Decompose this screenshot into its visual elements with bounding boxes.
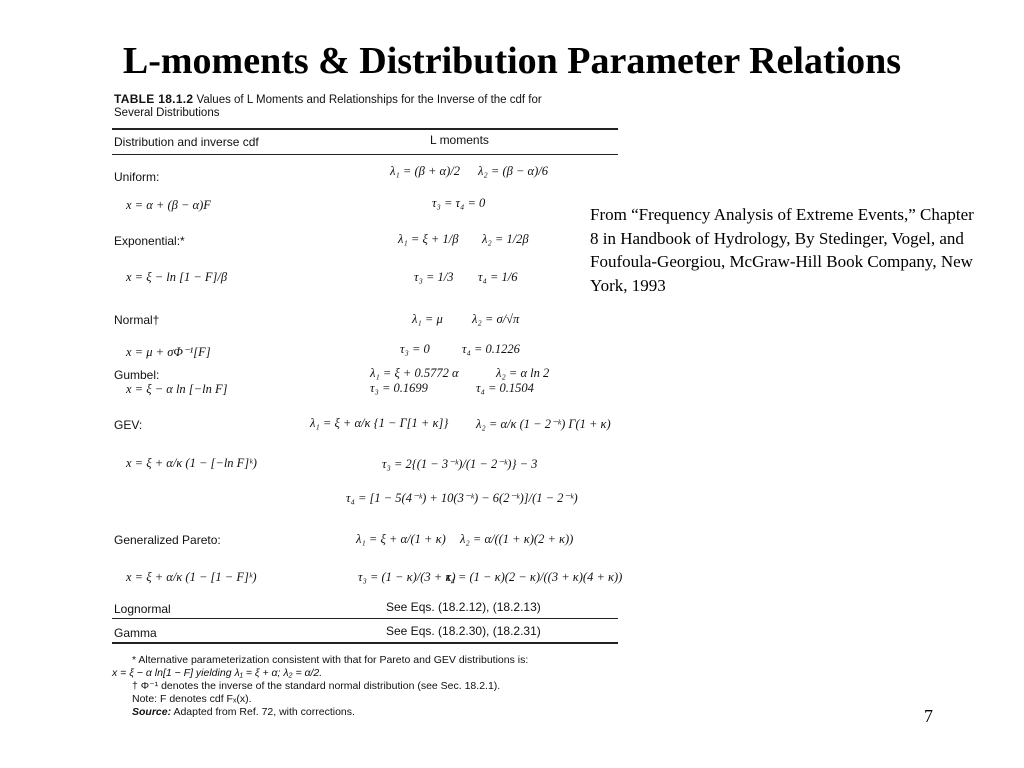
exponential-l2: λ₂ = 1/2β xyxy=(482,232,529,246)
uniform-taus: τ₃ = τ₄ = 0 xyxy=(432,196,486,210)
footnote-dagger: † Φ⁻¹ denotes the inverse of the standard normal distribution (see Sec. 18.2.1). xyxy=(132,680,501,692)
table-number: TABLE 18.1.2 xyxy=(114,92,194,106)
normal-l2: λ₂ = σ/√π xyxy=(472,312,520,326)
gen-pareto-l2: λ₂ = α/((1 + κ)(2 + κ)) xyxy=(460,532,574,546)
gev-l2: λ₂ = α/κ (1 − 2⁻ᵏ) Γ(1 + κ) xyxy=(476,417,611,431)
footnote-source xyxy=(132,706,355,718)
source-label: Source: xyxy=(132,706,172,718)
normal-l1: λ₁ = μ xyxy=(412,312,443,326)
row-name-normal: Normal† xyxy=(114,313,160,327)
gev-t4: τ₄ = [1 − 5(4⁻ᵏ) + 10(3⁻ᵏ) − 6(2⁻ᵏ)]/(1 − 2⁻ᵏ) xyxy=(346,491,578,505)
uniform-l2: λ₂ = (β − α)/6 xyxy=(478,164,548,178)
exponential-l1: λ₁ = ξ + 1/β xyxy=(398,232,459,246)
uniform-cdf: x = α + (β − α)F xyxy=(126,198,211,212)
gev-cdf: x = ξ + α/κ (1 − [−ln F]ᵏ) xyxy=(126,456,257,470)
table-rule-bottom xyxy=(112,642,618,644)
scanned-table xyxy=(110,92,622,722)
gen-pareto-t4: τ₄ = (1 − κ)(2 − κ)/((3 + κ)(4 + κ)) xyxy=(446,570,623,584)
normal-t4: τ₄ = 0.1226 xyxy=(462,342,520,356)
footnote-note: Note: F denotes cdf Fₓ(x). xyxy=(132,693,252,705)
exponential-t3: τ₃ = 1/3 xyxy=(414,270,454,284)
gev-t3: τ₃ = 2{(1 − 3⁻ᵏ)/(1 − 2⁻ᵏ)} − 3 xyxy=(382,457,538,471)
col-header-distribution: Distribution and inverse cdf xyxy=(114,135,259,149)
gumbel-cdf: x = ξ − α ln [−ln F] xyxy=(126,382,228,396)
footnote-star: * Alternative parameterization consistent with that for Pareto and GEV distributions is: xyxy=(132,654,529,666)
footnote-star-line2: x = ξ − α ln[1 − F] yielding λ₁ = ξ + α; λ₂ = α/2. xyxy=(112,667,323,679)
exponential-cdf: x = ξ − ln [1 − F]/β xyxy=(126,270,228,284)
row-name-gev: GEV: xyxy=(114,418,143,432)
gen-pareto-l1: λ₁ = ξ + α/(1 + κ) xyxy=(356,532,446,546)
table-rule-header xyxy=(112,154,618,155)
source-citation: From “Frequency Analysis of Extreme Events,” Chapter 8 in Handbook of Hydrology, By Stedinger, Vogel, and Foufoula-Georgiou, McGraw-Hill Book Company, New York, 1993 xyxy=(590,205,974,295)
col-header-lmoments: L moments xyxy=(430,133,489,147)
row-name-gumbel: Gumbel: xyxy=(114,368,160,382)
row-name-gamma: Gamma xyxy=(114,626,157,640)
table-caption-line1: Values of L Moments and Relationships for the Inverse of the cdf for xyxy=(196,94,542,106)
gamma-ref: See Eqs. (18.2.30), (18.2.31) xyxy=(386,624,541,638)
slide-title: L-moments & Distribution Parameter Relations xyxy=(122,40,902,82)
source-text: Adapted from Ref. 72, with corrections. xyxy=(173,706,355,718)
exponential-t4: τ₄ = 1/6 xyxy=(478,270,518,284)
row-name-generalized-pareto: Generalized Pareto: xyxy=(114,533,221,547)
gen-pareto-cdf: x = ξ + α/κ (1 − [1 − F]ᵏ) xyxy=(126,570,257,584)
row-name-lognormal: Lognormal xyxy=(114,602,171,616)
gumbel-t4: τ₄ = 0.1504 xyxy=(476,381,534,395)
lognormal-ref: See Eqs. (18.2.12), (18.2.13) xyxy=(386,600,541,614)
table-caption-line2: Several Distributions xyxy=(114,107,220,119)
gumbel-t3: τ₃ = 0.1699 xyxy=(370,381,428,395)
page-number: 7 xyxy=(924,706,933,726)
gumbel-l1: λ₁ = ξ + 0.5772 α xyxy=(370,366,459,380)
row-name-exponential: Exponential:* xyxy=(114,234,185,248)
gev-l1: λ₁ = ξ + α/κ {1 − Γ[1 + κ]} xyxy=(310,416,449,430)
uniform-l1: λ₁ = (β + α)/2 xyxy=(390,164,460,178)
table-rule-top xyxy=(112,128,618,130)
normal-t3: τ₃ = 0 xyxy=(400,342,430,356)
gumbel-l2: λ₂ = α ln 2 xyxy=(496,366,550,380)
row-name-uniform: Uniform: xyxy=(114,170,160,184)
gen-pareto-t3: τ₃ = (1 − κ)/(3 + κ) xyxy=(358,570,456,584)
normal-cdf: x = μ + σΦ⁻¹[F] xyxy=(126,345,211,359)
table-rule-mid xyxy=(112,618,618,619)
table-caption xyxy=(114,92,542,107)
